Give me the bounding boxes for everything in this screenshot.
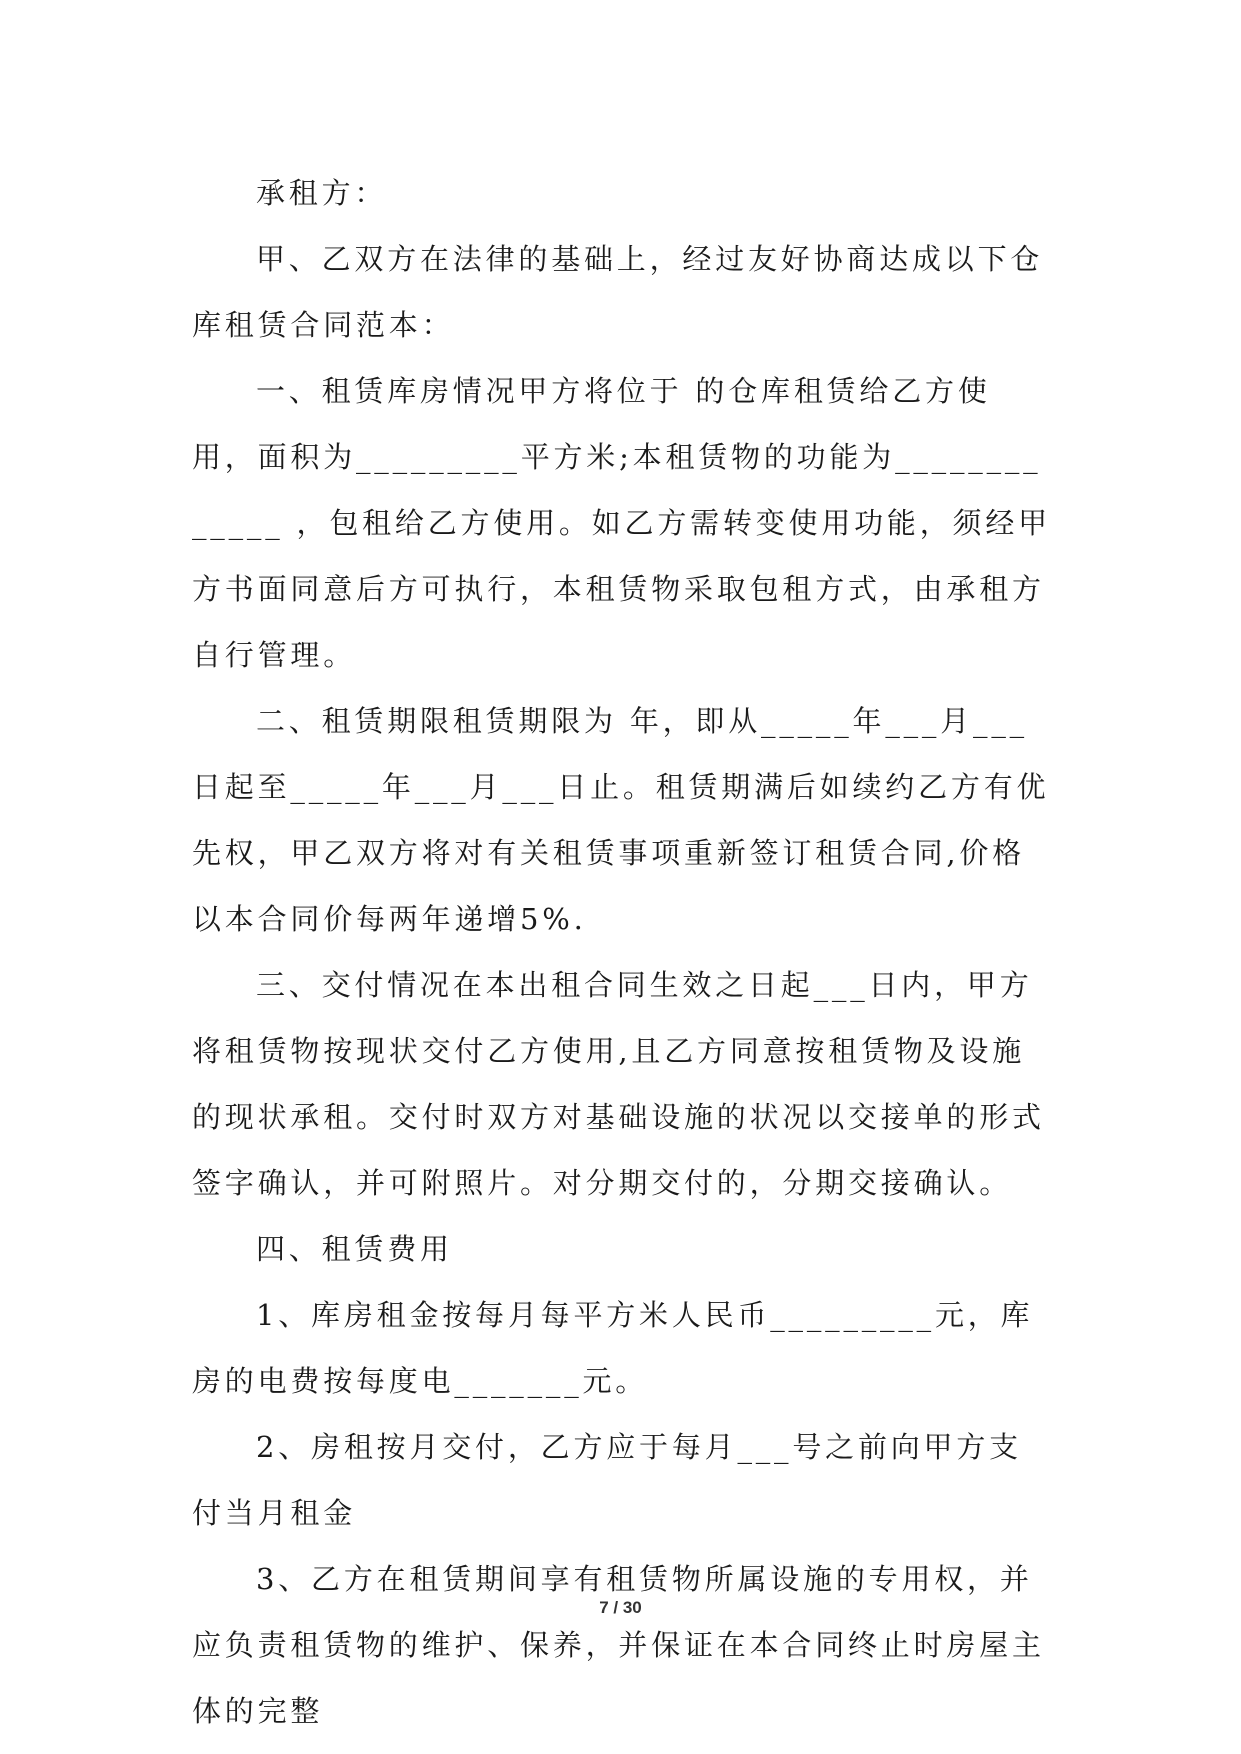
paragraph-lessee: 承租方： (256, 176, 388, 210)
document-body (192, 160, 1052, 1744)
paragraph-clause-4-heading: 四、租赁费用 (256, 1232, 453, 1266)
paragraph-clause-4-item-2: 2、房租按月交付，乙方应于每月___号之前向甲方支付当月租金 (192, 1430, 1022, 1530)
paragraph-clause-4-item-3: 3、乙方在租赁期间享有租赁物所属设施的专用权，并应负责租赁物的维护、保养，并保证在本合同终止时房屋主体的完整 (192, 1562, 1045, 1728)
page-number: 7 / 30 (599, 1598, 642, 1617)
paragraph-clause-3: 三、交付情况在本出租合同生效之日起___日内，甲方将租赁物按现状交付乙方使用,且乙方同意按租赁物及设施的现状承租。交付时双方对基础设施的状况以交接单的形式签字确认，并可附照片。对分期交付的，分期交接确认。 (192, 968, 1045, 1200)
paragraph-clause-4-item-1: 1、库房租金按每月每平方米人民币_________元，库房的电费按每度电_______元。 (192, 1298, 1034, 1398)
paragraph-preamble: 甲、乙双方在法律的基础上，经过友好协商达成以下仓库租赁合同范本： (192, 242, 1044, 342)
paragraph-clause-2: 二、租赁期限租赁期限为 年，即从_____年___月___日起至_____年___月___日止。租赁期满后如续约乙方有优先权，甲乙双方将对有关租赁事项重新签订租赁合同,价格以本合同价每两年递增5%. (192, 704, 1050, 936)
paragraph-clause-1: 一、租赁库房情况甲方将位于 的仓库租赁给乙方使用，面积为_________平方米;本租赁物的功能为_____________ ，包租给乙方使用。如乙方需转变使用功能，须经甲方书面同意后方可执行，本租赁物采取包租方式，由承租方自行管理。 (192, 374, 1051, 672)
